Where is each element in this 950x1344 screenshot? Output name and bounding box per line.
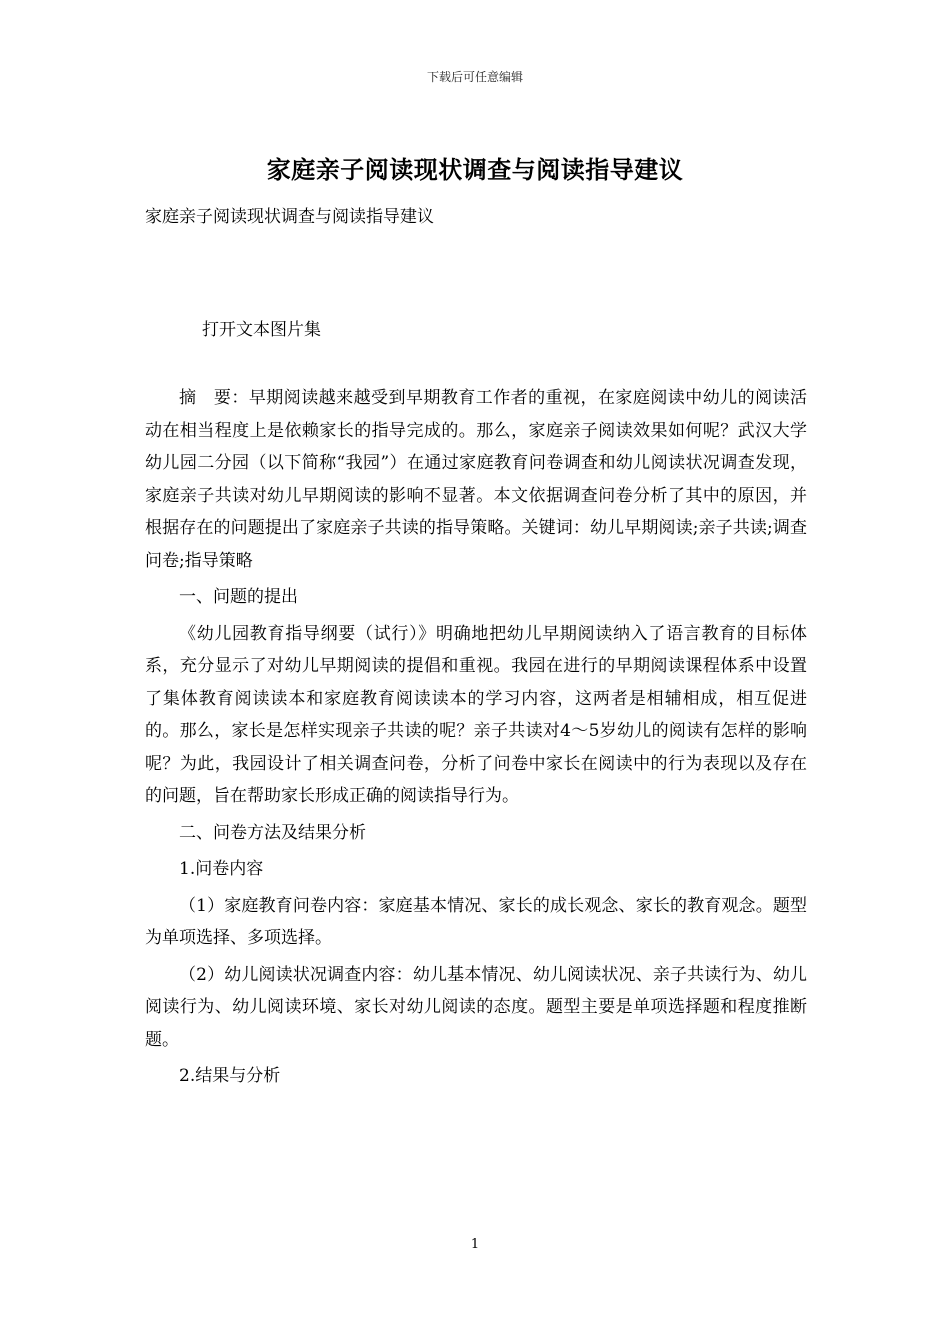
document-title: 家庭亲子阅读现状调查与阅读指导建议 [266, 155, 684, 184]
document-body [145, 382, 807, 1097]
section-heading-2: 二、问卷方法及结果分析 [179, 822, 366, 843]
list-item-2: （2）幼儿阅读状况调查内容：幼儿基本情况、幼儿阅读状况、亲子共读行为、幼儿阅读行为、幼儿阅读环境、家长对幼儿阅读的态度。题型主要是单项选择题和程度推断题。 [145, 964, 807, 1050]
page-number: 1 [470, 1237, 480, 1252]
subsection-heading-2: 2.结果与分析 [179, 1066, 281, 1086]
abstract-paragraph: 摘 要：早期阅读越来越受到早期教育工作者的重视，在家庭阅读中幼儿的阅读活动在相当程度上是依赖家长的指导完成的。那么，家庭亲子阅读效果如何呢？武汉大学幼儿园二分园（以下简称“我园”）在通过家庭教育问卷调查和幼儿阅读状况调查发现，家庭亲子共读对幼儿早期阅读的影响不显著。本文依据调查问卷分析了其中的原因，并根据存在的问题提出了家庭亲子共读的指导策略。关键词：幼儿早期阅读;亲子共读;调查问卷;指导策略 [145, 388, 807, 571]
section-heading-1: 一、问题的提出 [179, 587, 298, 607]
document-subtitle: 家庭亲子阅读现状调查与阅读指导建议 [145, 207, 434, 227]
header-note: 下载后可任意编辑 [426, 70, 523, 84]
list-item-1: （1）家庭教育问卷内容：家庭基本情况、家长的成长观念、家长的教育观念。题型为单项选择、多项选择。 [145, 895, 807, 948]
open-image-set-link[interactable]: 打开文本图片集 [202, 320, 321, 340]
subsection-heading-1: 1.问卷内容 [179, 859, 264, 879]
body-paragraph: 《幼儿园教育指导纲要（试行）》明确地把幼儿早期阅读纳入了语言教育的目标体系，充分显示了对幼儿早期阅读的提倡和重视。我园在进行的早期阅读课程体系中设置了集体教育阅读读本和家庭教育阅读读本的学习内容，这两者是相辅相成，相互促进的。那么，家长是怎样实现亲子共读的呢？亲子共读对4～5岁幼儿的阅读有怎样的影响呢？为此，我园设计了相关调查问卷，分析了问卷中家长在阅读中的行为表现以及存在的问题，旨在帮助家长形成正确的阅读指导行为。 [145, 623, 807, 806]
